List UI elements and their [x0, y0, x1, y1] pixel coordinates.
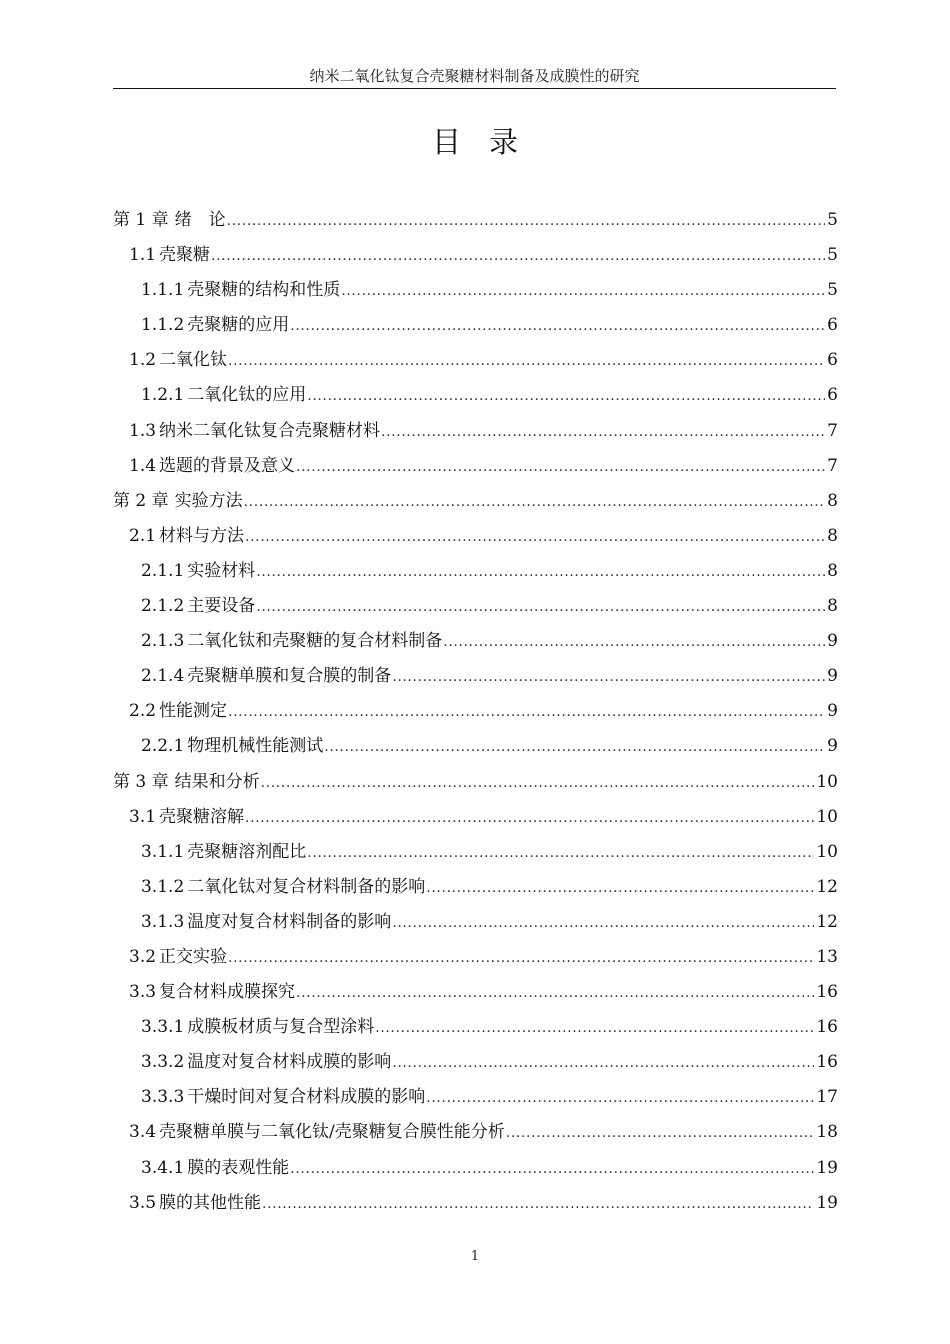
toc-entry-number: 3.1.1 — [141, 841, 185, 862]
toc-dot-leader — [296, 976, 814, 1011]
toc-entry[interactable] — [113, 519, 838, 554]
toc-dot-leader — [262, 1187, 814, 1222]
toc-entry-page: 10 — [816, 841, 838, 862]
toc-entry-page: 6 — [827, 350, 838, 371]
toc-entry-number: 3.3 — [129, 982, 157, 1003]
toc-entry-page: 6 — [827, 385, 838, 406]
toc-dot-leader — [290, 1152, 814, 1187]
toc-entry[interactable] — [113, 1151, 838, 1186]
toc-entry-page: 16 — [816, 982, 838, 1003]
toc-entry-label: 壳聚糖的应用 — [187, 315, 290, 336]
toc-entry-page: 8 — [827, 560, 838, 581]
toc-entry-number: 1.1 — [129, 245, 157, 266]
toc-entry[interactable] — [113, 308, 838, 343]
toc-entry-label: 材料与方法 — [159, 525, 245, 546]
toc-dot-leader — [307, 836, 814, 871]
toc-entry-page: 5 — [827, 210, 838, 230]
toc-entry-page: 17 — [816, 1087, 838, 1108]
toc-entry-label: 壳聚糖溶剂配比 — [187, 841, 307, 862]
toc-entry-number: 2.1.2 — [141, 596, 185, 617]
toc-entry-label: 物理机械性能测试 — [187, 736, 324, 757]
toc-entry-page: 8 — [827, 525, 838, 546]
toc-entry[interactable] — [113, 554, 838, 589]
toc-entry-page: 19 — [816, 1157, 838, 1178]
toc-entry-number: 1.2.1 — [141, 385, 185, 406]
toc-dot-leader — [256, 590, 825, 625]
toc-entry-label: 二氧化钛对复合材料制备的影响 — [187, 876, 426, 897]
toc-entry-label: 膜的表观性能 — [187, 1157, 290, 1178]
toc-entry-page: 8 — [827, 490, 838, 511]
toc-entry-page: 12 — [816, 876, 838, 897]
toc-entry-page: 10 — [816, 771, 838, 792]
toc-entry[interactable] — [113, 1080, 838, 1115]
running-header: 纳米二氧化钛复合壳聚糖材料制备及成膜性的研究 — [309, 67, 640, 85]
toc-entry-label: 壳聚糖单膜与二氧化钛/壳聚糖复合膜性能分析 — [159, 1122, 505, 1143]
toc-entry-label: 膜的其他性能 — [159, 1192, 262, 1213]
toc-dot-leader — [245, 801, 814, 836]
toc-entry[interactable] — [113, 940, 838, 975]
toc-entry-label: 二氧化钛和壳聚糖的复合材料制备 — [187, 631, 443, 652]
toc-entry-page: 7 — [827, 420, 838, 441]
toc-entry-label: 温度对复合材料成膜的影响 — [187, 1052, 392, 1073]
toc-entry-page: 7 — [827, 455, 838, 476]
toc-entry-label: 实验方法 — [174, 490, 243, 511]
toc-entry-label: 成膜板材质与复合型涂料 — [187, 1017, 375, 1038]
toc-entry[interactable] — [113, 975, 838, 1010]
toc-entry[interactable] — [113, 343, 838, 378]
toc-title: 目录 — [431, 125, 546, 159]
toc-dot-leader — [290, 309, 825, 344]
toc-entry-label: 壳聚糖单膜和复合膜的制备 — [187, 666, 392, 687]
toc-entry-label: 二氧化钛 — [159, 350, 228, 371]
toc-entry-page: 8 — [827, 596, 838, 617]
toc-entry[interactable] — [113, 835, 838, 870]
toc-entry-page: 18 — [816, 1122, 838, 1143]
toc-entry-page: 9 — [827, 701, 838, 722]
toc-dot-leader — [392, 906, 814, 941]
toc-entry[interactable] — [113, 203, 838, 238]
toc-entry-number: 2.1.4 — [141, 666, 185, 687]
toc-dot-leader — [307, 379, 825, 414]
toc-entry[interactable] — [113, 484, 838, 519]
toc-dot-leader — [228, 344, 825, 379]
toc-dot-leader — [244, 485, 826, 520]
toc-entry-label: 二氧化钛的应用 — [187, 385, 307, 406]
toc-entry-number: 2.2.1 — [141, 736, 185, 757]
toc-entry[interactable] — [113, 1010, 838, 1045]
toc-entry-page: 10 — [816, 806, 838, 827]
toc-entry-label: 复合材料成膜探究 — [159, 982, 296, 1003]
toc-dot-leader — [443, 625, 825, 660]
toc-entry[interactable] — [113, 1045, 838, 1080]
toc-entry-number: 2.1.3 — [141, 631, 185, 652]
toc-entry-number: 3.5 — [129, 1192, 157, 1213]
toc-entry-number: 3.1 — [129, 806, 157, 827]
toc-entry-number: 3.3.1 — [141, 1017, 185, 1038]
toc-entry-label: 选题的背景及意义 — [159, 455, 296, 476]
toc-entry-label: 性能测定 — [159, 701, 228, 722]
toc-entry-label: 壳聚糖 — [159, 245, 211, 266]
toc-dot-leader — [426, 871, 814, 906]
toc-entry-label: 纳米二氧化钛复合壳聚糖材料 — [159, 420, 381, 441]
toc-entry[interactable] — [113, 905, 838, 940]
toc-entry-number: 3.4.1 — [141, 1157, 185, 1178]
toc-entry-number: 3.1.2 — [141, 876, 185, 897]
toc-entry-label: 绪 论 — [174, 210, 226, 230]
toc-entry-number: 第 2 章 — [113, 490, 169, 511]
toc-entry-number: 3.1.3 — [141, 911, 185, 932]
table-of-contents — [113, 203, 838, 1221]
toc-entry-number: 第 1 章 — [113, 210, 169, 230]
toc-entry-page: 5 — [827, 245, 838, 266]
toc-entry-label: 温度对复合材料制备的影响 — [187, 911, 392, 932]
toc-entry[interactable] — [113, 624, 838, 659]
toc-entry-page: 16 — [816, 1052, 838, 1073]
toc-dot-leader — [228, 695, 825, 730]
toc-entry-number: 1.3 — [129, 420, 157, 441]
toc-entry[interactable] — [113, 238, 838, 273]
toc-dot-leader — [392, 660, 825, 695]
toc-entry-number: 2.1 — [129, 525, 157, 546]
header-rule — [113, 88, 836, 89]
toc-dot-leader — [256, 555, 825, 590]
toc-entry-page: 9 — [827, 631, 838, 652]
toc-entry-number: 1.4 — [129, 455, 157, 476]
toc-entry-number: 2.1.1 — [141, 560, 185, 581]
toc-entry-page: 13 — [816, 946, 838, 967]
toc-entry-number: 3.3.2 — [141, 1052, 185, 1073]
toc-entry-label: 干燥时间对复合材料成膜的影响 — [187, 1087, 426, 1108]
toc-dot-leader — [227, 204, 826, 239]
page-number: 1 — [470, 1249, 480, 1264]
toc-entry[interactable] — [113, 589, 838, 624]
toc-entry-label: 壳聚糖溶解 — [159, 806, 245, 827]
toc-entry[interactable] — [113, 659, 838, 694]
toc-entry-number: 第 3 章 — [113, 771, 169, 792]
toc-dot-leader — [381, 415, 825, 450]
toc-dot-leader — [506, 1116, 815, 1151]
toc-entry[interactable] — [113, 765, 838, 800]
toc-dot-leader — [324, 730, 825, 765]
toc-dot-leader — [392, 1046, 814, 1081]
toc-dot-leader — [228, 941, 814, 976]
toc-entry-label: 主要设备 — [187, 596, 256, 617]
toc-entry-number: 2.2 — [129, 701, 157, 722]
toc-dot-leader — [375, 1011, 814, 1046]
toc-entry[interactable] — [113, 378, 838, 413]
toc-entry-page: 5 — [827, 280, 838, 301]
toc-dot-leader — [426, 1081, 814, 1116]
toc-entry-page: 16 — [816, 1017, 838, 1038]
toc-entry-number: 3.3.3 — [141, 1087, 185, 1108]
toc-entry-number: 1.1.2 — [141, 315, 185, 336]
toc-entry-page: 12 — [816, 911, 838, 932]
toc-entry[interactable] — [113, 414, 838, 449]
toc-dot-leader — [245, 520, 825, 555]
toc-entry[interactable] — [113, 729, 838, 764]
toc-entry-number: 1.2 — [129, 350, 157, 371]
toc-entry[interactable] — [113, 1186, 838, 1221]
toc-entry[interactable] — [113, 870, 838, 905]
toc-entry[interactable] — [113, 1115, 838, 1150]
toc-entry[interactable] — [113, 694, 838, 729]
toc-dot-leader — [211, 239, 825, 274]
toc-entry-page: 9 — [827, 666, 838, 687]
toc-entry-number: 3.2 — [129, 946, 157, 967]
toc-entry-label: 正交实验 — [159, 946, 228, 967]
toc-entry-label: 实验材料 — [187, 560, 256, 581]
toc-entry-label: 壳聚糖的结构和性质 — [187, 280, 341, 301]
toc-dot-leader — [296, 450, 825, 485]
toc-entry-page: 6 — [827, 315, 838, 336]
toc-entry-number: 1.1.1 — [141, 280, 185, 301]
toc-entry[interactable] — [113, 449, 838, 484]
toc-entry[interactable] — [113, 273, 838, 308]
toc-entry[interactable] — [113, 800, 838, 835]
toc-entry-page: 19 — [816, 1192, 838, 1213]
toc-dot-leader — [341, 274, 825, 309]
toc-entry-label: 结果和分析 — [174, 771, 260, 792]
toc-entry-page: 9 — [827, 736, 838, 757]
toc-entry-number: 3.4 — [129, 1122, 157, 1143]
toc-dot-leader — [261, 766, 815, 801]
